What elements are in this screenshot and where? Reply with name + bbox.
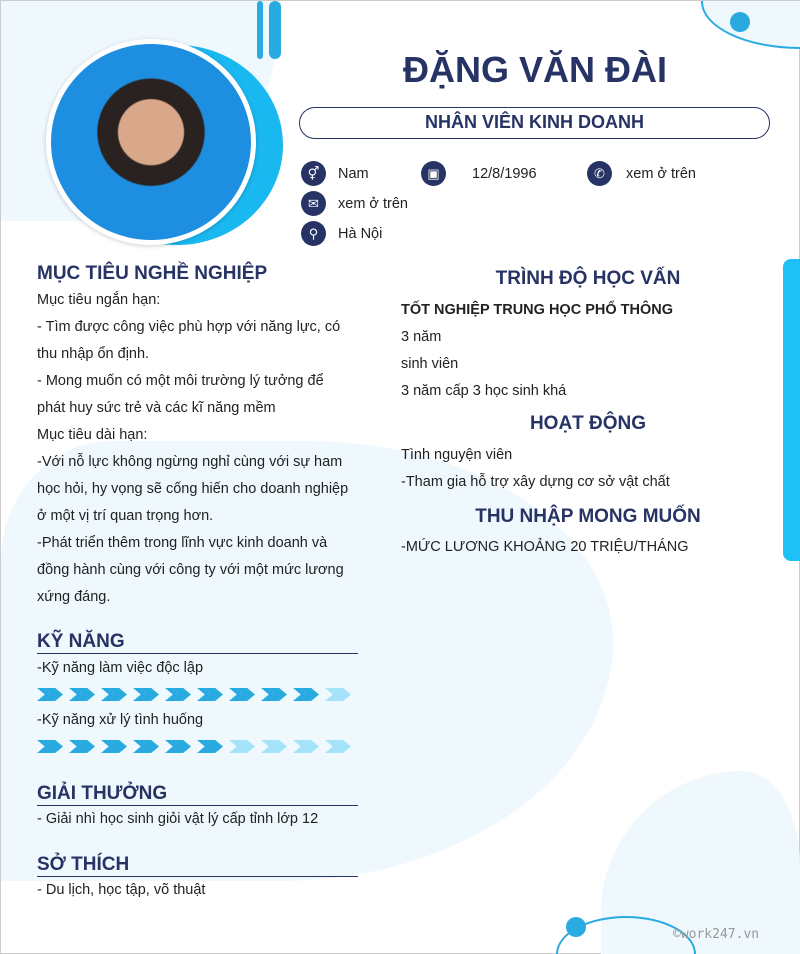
rating-chevron-filled <box>165 740 191 753</box>
rating-chevron-filled <box>69 688 95 701</box>
dot-top-right <box>730 12 750 32</box>
income-text: -MỨC LƯƠNG KHOẢNG 20 TRIỆU/THÁNG <box>401 539 689 555</box>
objective-line: - Mong muốn có một môi trường lý tưởng để <box>37 373 324 389</box>
objective-text <box>37 287 359 611</box>
rating-chevron-filled <box>37 688 63 701</box>
dob-value: 12/8/1996 <box>472 165 537 182</box>
education-school: TỐT NGHIỆP TRUNG HỌC PHỔ THÔNG <box>401 302 674 318</box>
rating-chevron-filled <box>101 740 127 753</box>
gender-value: Nam <box>338 165 369 182</box>
location-icon: ⚲ <box>301 221 326 246</box>
rating-chevron-filled <box>197 688 223 701</box>
email-icon: ✉ <box>301 191 326 216</box>
education-title: TRÌNH ĐỘ HỌC VẤN <box>495 268 681 289</box>
education-line: 3 năm <box>401 329 442 345</box>
education-line: sinh viên <box>401 356 459 372</box>
education-line: 3 năm cấp 3 học sinh khá <box>401 383 567 399</box>
objective-line: -Phát triển thêm trong lĩnh vực kinh doanh và <box>37 535 328 551</box>
rating-chevron-filled <box>229 688 255 701</box>
rating-chevron-empty <box>325 688 351 701</box>
objective-line: phát huy sức trẻ và các kĩ năng mềm <box>37 400 276 416</box>
full-name: ĐẶNG VĂN ĐÀI <box>402 49 667 90</box>
deco-bar-2 <box>269 1 281 59</box>
income-title: THU NHẬP MONG MUỐN <box>475 506 701 527</box>
activity-line: Tình nguyện viên <box>401 447 513 463</box>
info-dob <box>421 161 537 186</box>
activity-line: -Tham gia hỗ trợ xây dựng cơ sở vật chất <box>401 474 670 490</box>
watermark: ©work247.vn <box>673 927 760 942</box>
rating-chevron-filled <box>37 740 63 753</box>
email-value: xem ở trên <box>338 195 408 212</box>
hobbies-text: - Du lịch, học tập, võ thuật <box>37 882 206 898</box>
phone-value: xem ở trên <box>626 165 696 182</box>
hobbies-title: SỞ THÍCH <box>37 854 358 877</box>
education-section <box>401 297 771 405</box>
awards-title: GIẢI THƯỞNG <box>37 783 358 806</box>
rating-chevron-filled <box>293 688 319 701</box>
rating-chevron-filled <box>133 688 159 701</box>
rating-chevron-filled <box>69 740 95 753</box>
job-title: NHÂN VIÊN KINH DOANH <box>299 107 770 139</box>
objective-line: -Với nỗ lực không ngừng nghỉ cùng với sự ham <box>37 454 343 470</box>
rating-chevron-filled <box>133 740 159 753</box>
right-edge-bar <box>783 259 800 561</box>
info-email <box>301 191 408 216</box>
hobbies-section <box>37 854 358 904</box>
info-phone <box>587 161 696 186</box>
objective-line: học hỏi, hy vọng sẽ cống hiến cho doanh nghiệp <box>37 481 349 497</box>
phone-icon: ✆ <box>587 161 612 186</box>
objective-section <box>37 263 359 611</box>
address-value: Hà Nội <box>338 225 383 242</box>
rating-chevron-empty <box>229 740 255 753</box>
calendar-icon: ▣ <box>421 161 446 186</box>
rating-chevron-empty <box>293 740 319 753</box>
activities-title: HOẠT ĐỘNG <box>529 413 647 434</box>
awards-text: - Giải nhì học sinh giỏi vật lý cấp tỉnh lớp 12 <box>37 811 319 827</box>
skills-title: KỸ NĂNG <box>37 631 358 654</box>
activities-section <box>401 442 771 496</box>
dot-bottom <box>566 917 586 937</box>
objective-line: ở một vị trí quan trọng hơn. <box>37 508 214 524</box>
skill-label: -Kỹ năng làm việc độc lập <box>37 660 204 676</box>
objective-line: đồng hành cùng với công ty với một mức lương <box>37 562 344 578</box>
objective-line: Mục tiêu dài hạn: <box>37 427 148 443</box>
rating-chevron-filled <box>261 688 287 701</box>
rating-chevron-filled <box>197 740 223 753</box>
bg-circle-top-right <box>701 1 800 49</box>
info-gender <box>301 161 369 186</box>
info-address <box>301 221 382 246</box>
deco-bar-1 <box>257 1 263 59</box>
gender-icon: ⚥ <box>301 161 326 186</box>
skill-rating <box>37 740 358 753</box>
awards-section <box>37 783 358 833</box>
objective-line: Mục tiêu ngắn hạn: <box>37 292 161 308</box>
objective-line: - Tìm được công việc phù hợp với năng lực, có <box>37 319 341 335</box>
rating-chevron-filled <box>165 688 191 701</box>
objective-line: xứng đáng. <box>37 589 111 605</box>
rating-chevron-filled <box>101 688 127 701</box>
skill-label: -Kỹ năng xử lý tình huống <box>37 712 204 728</box>
avatar-photo <box>46 39 256 245</box>
skill-rating <box>37 688 358 701</box>
rating-chevron-empty <box>261 740 287 753</box>
skills-section <box>37 631 358 753</box>
objective-title: MỤC TIÊU NGHỀ NGHIỆP <box>37 263 268 284</box>
rating-chevron-empty <box>325 740 351 753</box>
objective-line: thu nhập ổn định. <box>37 346 150 362</box>
